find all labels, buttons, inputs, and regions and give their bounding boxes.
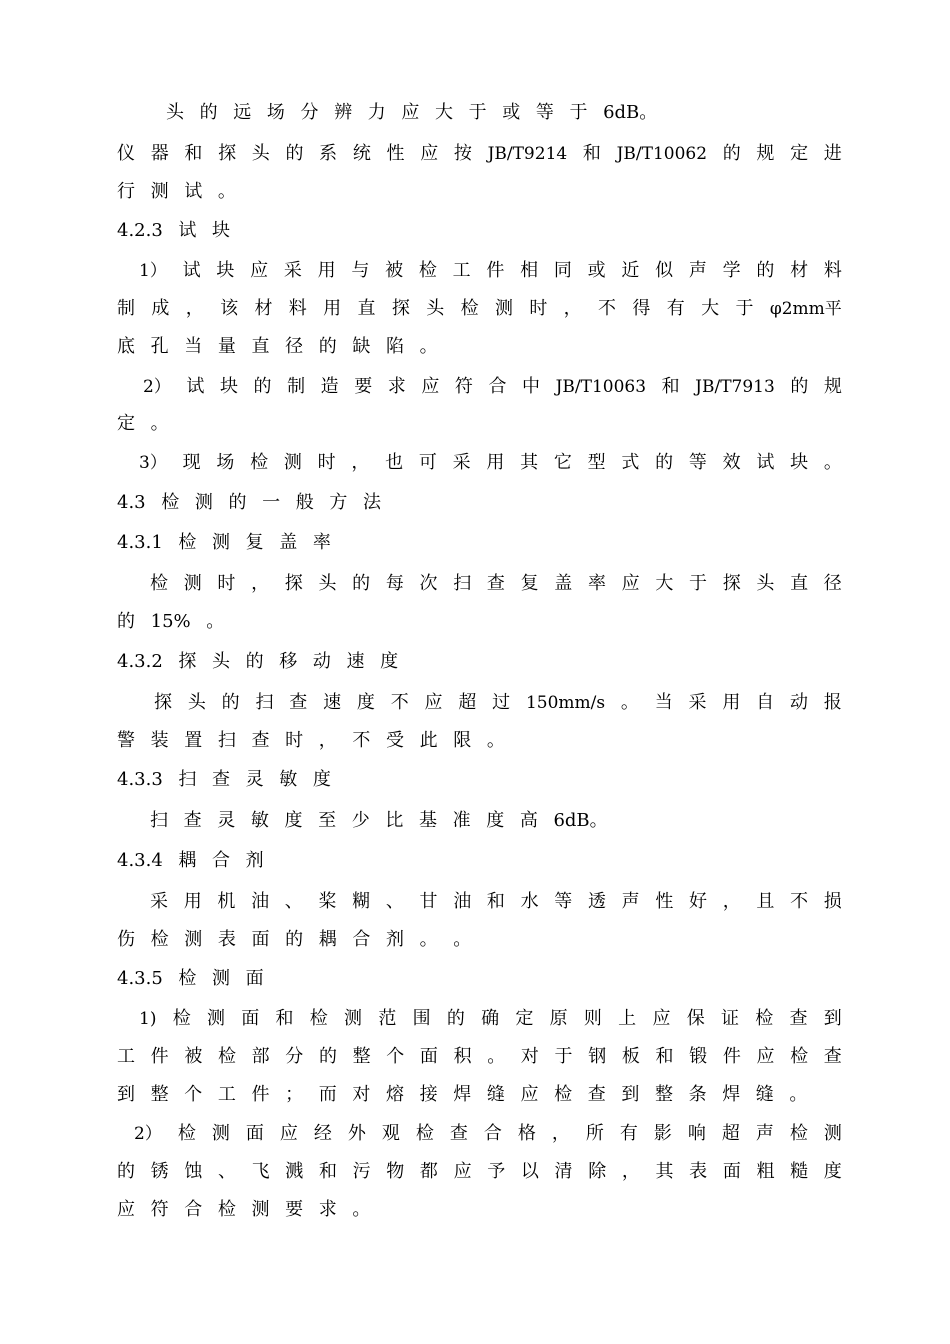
h434-line-1: 4.3.4 耦 合 剂 [117,850,264,871]
p7-line-1: 探 头 的 扫 查 速 度 不 应 超 过 150mm/s 。 当 采 用 自 动 报 [154,692,842,713]
p11-line-3: 应 符 合 检 测 要 求 。 [117,1199,371,1220]
p11-line-2: 的 锈 蚀 、 飞 溅 和 污 物 都 应 予 以 清 除 ， 其 表 面 粗 糙 度 [117,1161,842,1182]
p4-line-2: 定 。 [117,413,169,434]
p10-line-3: 到 整 个 工 件 ； 而 对 熔 接 焊 缝 应 检 查 到 整 条 焊 缝 。 [117,1084,808,1105]
p1-line-1: 头 的 远 场 分 辨 力 应 大 于 或 等 于 6dB。 [166,102,658,123]
h432-line-1: 4.3.2 探 头 的 移 动 速 度 [117,651,399,672]
h423-line-1: 4.2.3 试 块 [117,220,231,241]
p5-line-1: 3） 现 场 检 测 时 ， 也 可 采 用 其 它 型 式 的 等 效 试 块 。 [139,452,842,473]
h43-line-1: 4.3 检 测 的 一 般 方 法 [117,492,381,513]
p7-line-2: 警 装 置 扫 查 时 ， 不 受 此 限 。 [117,730,505,751]
h433-line-1: 4.3.3 扫 查 灵 敏 度 [117,769,331,790]
h431-line-1: 4.3.1 检 测 复 盖 率 [117,532,331,553]
p4-line-1: 2） 试 块 的 制 造 要 求 应 符 合 中 JB/T10063 和 JB/T7913 的 规 [143,376,842,397]
p11-line-1: 2） 检 测 面 应 经 外 观 检 查 合 格 ， 所 有 影 响 超 声 检 测 [134,1123,842,1144]
p10-line-2: 工 件 被 检 部 分 的 整 个 面 积 。 对 于 钢 板 和 锻 件 应 检 查 [117,1046,842,1067]
p3-line-3: 底 孔 当 量 直 径 的 缺 陷 。 [117,336,438,357]
p3-line-2: 制 成 ， 该 材 料 用 直 探 头 检 测 时 ， 不 得 有 大 于 φ2mm平 [117,298,842,319]
p6-line-1: 检 测 时 ， 探 头 的 每 次 扫 查 复 盖 率 应 大 于 探 头 直 径 [150,573,842,594]
p2-line-1: 仪 器 和 探 头 的 系 统 性 应 按 JB/T9214 和 JB/T10062 的 规 定 进 [117,143,842,164]
p9-line-2: 伤 检 测 表 面 的 耦 合 剂 。 。 [117,929,472,950]
p2-line-2: 行 测 试 。 [117,181,236,202]
p10-line-1: 1) 检 测 面 和 检 测 范 围 的 确 定 原 则 上 应 保 证 检 查 到 [139,1008,842,1029]
p3-line-1: 1） 试 块 应 采 用 与 被 检 工 件 相 同 或 近 似 声 学 的 材 料 [139,260,842,281]
p9-line-1: 采 用 机 油 、 桨 糊 、 甘 油 和 水 等 透 声 性 好 ， 且 不 损 [150,891,842,912]
p6-line-2: 的 15% 。 [117,611,225,632]
p8-line-1: 扫 查 灵 敏 度 至 少 比 基 准 度 高 6dB。 [150,810,608,831]
h435-line-1: 4.3.5 检 测 面 [117,968,264,989]
